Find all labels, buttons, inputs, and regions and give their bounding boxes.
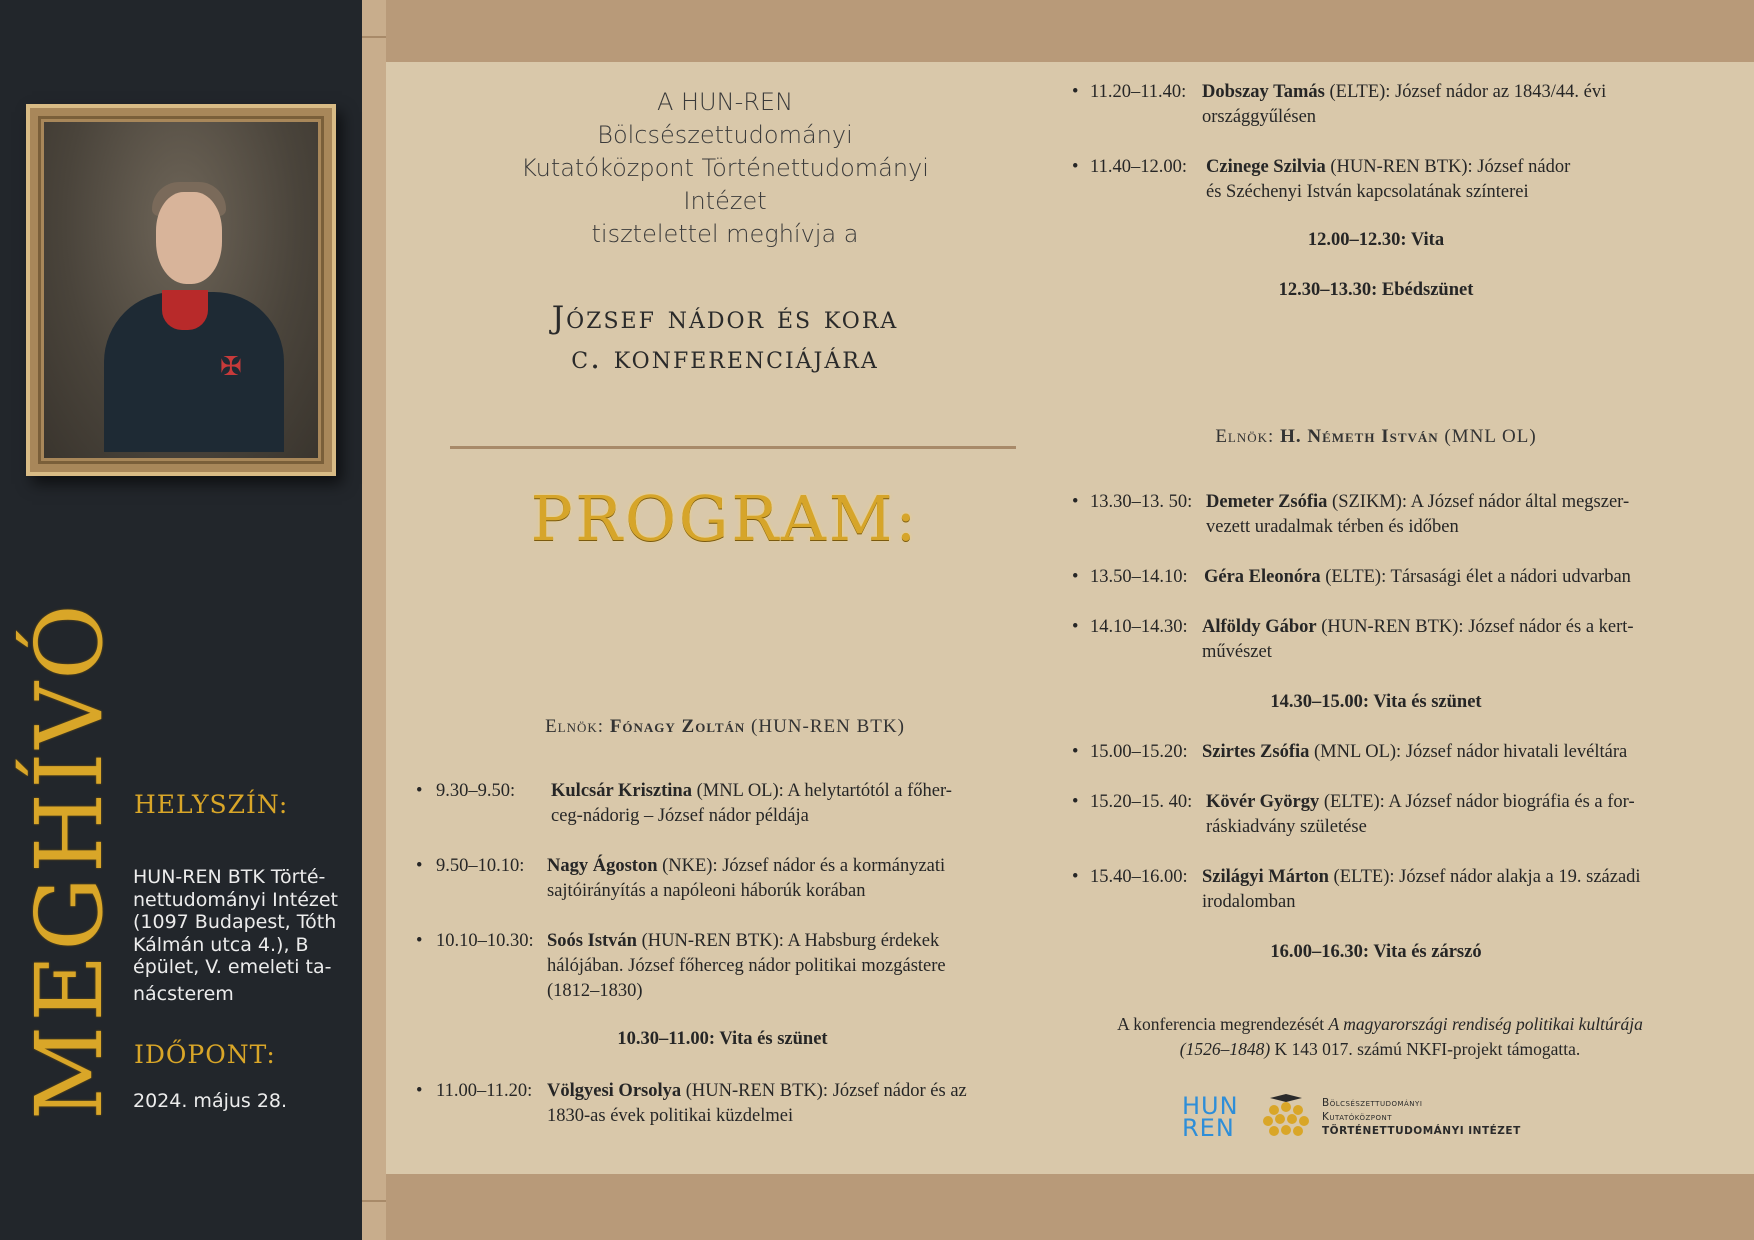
bullet: • bbox=[1072, 82, 1079, 102]
location-line: nettudományi Intézet bbox=[133, 888, 339, 911]
item-time: 9.50–10.10: bbox=[436, 856, 525, 876]
location-line: HUN-REN BTK Törté- bbox=[133, 866, 326, 888]
speaker-org: (HUN-REN BTK): bbox=[1321, 617, 1464, 637]
funding-note bbox=[1090, 1012, 1670, 1062]
speaker-name: Kövér György bbox=[1206, 792, 1320, 812]
btk-logo-line: Kutatóközpont bbox=[1322, 1111, 1393, 1123]
item-time: 10.10–10.30: bbox=[436, 931, 534, 951]
talk-title: József nádor és a kormányzati bbox=[722, 856, 946, 876]
speaker-org: (MNL OL): bbox=[1314, 742, 1402, 762]
chair-name: Fónagy Zoltán bbox=[609, 716, 746, 737]
item-time: 15.40–16.00: bbox=[1090, 867, 1188, 887]
item-body bbox=[1202, 740, 1692, 765]
portrait-frame bbox=[26, 104, 336, 476]
program-item bbox=[416, 779, 1006, 829]
program-item bbox=[1072, 490, 1692, 540]
speaker-org: (HUN-REN BTK): bbox=[641, 931, 784, 951]
bullet: • bbox=[1072, 867, 1079, 887]
chair-label: Elnök: bbox=[1215, 426, 1275, 447]
talk-title: ceg-nádorig – József nádor példája bbox=[551, 806, 809, 826]
speaker-name: Dobszay Tamás bbox=[1202, 82, 1325, 102]
speaker-org: (NKE): bbox=[662, 856, 718, 876]
chair-org: (HUN-REN BTK) bbox=[751, 716, 905, 737]
intro-text bbox=[470, 86, 980, 251]
conference-title bbox=[450, 298, 1000, 378]
speaker-org: (ELTE): bbox=[1333, 867, 1395, 887]
talk-title: és Széchenyi István kapcsolatának színterei bbox=[1206, 182, 1529, 202]
talk-title: ráskiadvány születése bbox=[1206, 817, 1367, 837]
item-body bbox=[1202, 615, 1692, 665]
bullet: • bbox=[1072, 492, 1079, 512]
funding-prefix: A konferencia megrendezését bbox=[1117, 1014, 1325, 1034]
program-item bbox=[1072, 615, 1692, 665]
item-body bbox=[547, 1079, 1016, 1129]
talk-title: József nádor és az bbox=[832, 1081, 967, 1101]
talk-title: József nádor hivatali levéltára bbox=[1405, 742, 1628, 762]
item-time: 13.30–13. 50: bbox=[1090, 492, 1193, 512]
location-line: nácsterem bbox=[133, 982, 234, 1005]
chair-label: Elnök: bbox=[545, 716, 605, 737]
btk-logo-line: TÖRTÉNETTUDOMÁNYI INTÉZET bbox=[1322, 1125, 1521, 1137]
speaker-name: Kulcsár Krisztina bbox=[551, 781, 692, 801]
program-item bbox=[1072, 155, 1692, 205]
bullet: • bbox=[1072, 157, 1079, 177]
item-time: 11.40–12.00: bbox=[1090, 157, 1187, 177]
btk-logo-icon bbox=[1258, 1094, 1314, 1138]
program-item bbox=[1072, 790, 1692, 840]
program-item bbox=[1072, 80, 1692, 130]
speaker-org: (SZIKM): bbox=[1332, 492, 1408, 512]
program-item bbox=[416, 929, 1016, 1004]
bullet: • bbox=[1072, 742, 1079, 762]
talk-title: irodalomban bbox=[1202, 892, 1296, 912]
bullet: • bbox=[1072, 792, 1079, 812]
bullet: • bbox=[1072, 567, 1079, 587]
speaker-name: Alföldy Gábor bbox=[1202, 617, 1317, 637]
speaker-org: (HUN-REN BTK): bbox=[685, 1081, 829, 1101]
item-body bbox=[1206, 490, 1692, 540]
chair-org: (MNL OL) bbox=[1444, 426, 1537, 447]
item-body bbox=[1206, 790, 1692, 840]
talk-title: A helytartótól a főher- bbox=[787, 781, 952, 801]
intro-line: Intézet bbox=[683, 187, 767, 215]
sidebar-edge-line bbox=[362, 36, 386, 1202]
talk-title: hálójában. József főherceg nádor politikai mozgástere bbox=[547, 956, 946, 976]
speaker-name: Szilágyi Márton bbox=[1202, 867, 1329, 887]
talk-title: országgyűlésen bbox=[1202, 107, 1317, 127]
btk-logo-line: Bölcsészettudományi bbox=[1322, 1097, 1423, 1109]
intro-line: Kutatóközpont Történettudományi bbox=[521, 154, 929, 182]
item-time: 14.10–14.30: bbox=[1090, 617, 1188, 637]
bullet: • bbox=[416, 931, 423, 951]
break-label: 12.30–13.30: Ebédszünet bbox=[1278, 280, 1474, 300]
speaker-org: (ELTE): bbox=[1325, 567, 1387, 587]
talk-title: József nádor és a kert- bbox=[1468, 617, 1634, 637]
break-label: 14.30–15.00: Vita és szünet bbox=[1270, 692, 1482, 712]
date-heading: IDŐPONT: bbox=[134, 1040, 276, 1069]
item-time: 15.00–15.20: bbox=[1090, 742, 1188, 762]
hunren-logo bbox=[1182, 1092, 1239, 1142]
speaker-org: (HUN-REN BTK): bbox=[1330, 157, 1473, 177]
talk-title: sajtóirányítás a napóleoni háborúk korában bbox=[547, 881, 866, 901]
item-time: 15.20–15. 40: bbox=[1090, 792, 1193, 812]
item-body bbox=[1202, 80, 1692, 130]
location-line: épület, V. emeleti ta- bbox=[133, 956, 332, 978]
bottom-band bbox=[386, 1174, 1754, 1240]
speaker-org: (ELTE): bbox=[1323, 792, 1385, 812]
item-body bbox=[1202, 865, 1692, 915]
hunren-logo-line: REN bbox=[1182, 1114, 1235, 1142]
talk-title: József nádor alakja a 19. századi bbox=[1399, 867, 1641, 887]
intro-line: Bölcsészettudományi bbox=[597, 121, 853, 149]
speaker-name: Völgyesi Orsolya bbox=[547, 1081, 682, 1101]
talk-title: Társasági élet a nádori udvarban bbox=[1390, 567, 1631, 587]
speaker-name: Demeter Zsófia bbox=[1206, 492, 1328, 512]
divider bbox=[450, 446, 1016, 449]
item-body bbox=[1206, 155, 1692, 205]
portrait-painting bbox=[44, 122, 318, 458]
item-body bbox=[551, 779, 1006, 829]
intro-line: tisztelettel meghívja a bbox=[591, 220, 859, 248]
afternoon-chair bbox=[1100, 426, 1652, 448]
chair-name: H. Németh István bbox=[1280, 426, 1439, 447]
intro-line: A HUN-REN bbox=[656, 88, 794, 116]
speaker-name: Géra Eleonóra bbox=[1204, 567, 1321, 587]
vertical-title: MEGHÍVÓ bbox=[16, 600, 123, 1120]
top-band bbox=[386, 0, 1754, 62]
btk-logo-text bbox=[1322, 1096, 1521, 1138]
funding-suffix: K 143 017. számú NKFI-projekt támogatta. bbox=[1274, 1039, 1581, 1059]
speaker-name: Szirtes Zsófia bbox=[1202, 742, 1310, 762]
morning-chair bbox=[450, 716, 1000, 738]
program-item bbox=[416, 1079, 1016, 1129]
talk-title: vezett uradalmak térben és időben bbox=[1206, 517, 1459, 537]
date-value: 2024. május 28. bbox=[133, 1090, 288, 1112]
talk-title: József nádor az 1843/44. évi bbox=[1395, 82, 1607, 102]
bullet: • bbox=[1072, 617, 1079, 637]
title-line: József nádor és kora bbox=[551, 300, 899, 336]
portrait-head bbox=[156, 192, 222, 284]
portrait-collar bbox=[162, 290, 208, 330]
speaker-org: (MNL OL): bbox=[696, 781, 784, 801]
project-title: A magyarországi rendiség politikai kultúrája bbox=[1328, 1014, 1643, 1034]
break-label: 10.30–11.00: Vita és szünet bbox=[617, 1029, 828, 1049]
speaker-name: Czinege Szilvia bbox=[1206, 157, 1326, 177]
location-line: (1097 Budapest, Tóth bbox=[133, 911, 337, 933]
location-heading: HELYSZÍN: bbox=[134, 790, 289, 819]
item-body bbox=[1204, 565, 1692, 590]
location-line: Kálmán utca 4.), B bbox=[133, 933, 309, 956]
project-title: (1526–1848) bbox=[1179, 1039, 1271, 1059]
speaker-name: Nagy Ágoston bbox=[547, 856, 658, 876]
speaker-org: (ELTE): bbox=[1329, 82, 1391, 102]
break-label: 12.00–12.30: Vita bbox=[1307, 230, 1445, 250]
hunren-logo-line: HUN bbox=[1182, 1092, 1239, 1120]
talk-title: művészet bbox=[1202, 642, 1272, 662]
talk-title: A József nádor biográfia és a for- bbox=[1388, 792, 1635, 812]
item-time: 11.00–11.20: bbox=[436, 1081, 533, 1101]
break-label: 16.00–16.30: Vita és zárszó bbox=[1270, 942, 1482, 962]
item-body bbox=[547, 854, 1006, 904]
item-body bbox=[547, 929, 1016, 1004]
item-time: 11.20–11.40: bbox=[1090, 82, 1187, 102]
program-item bbox=[1072, 565, 1692, 590]
talk-title: A József nádor által megszer- bbox=[1410, 492, 1630, 512]
speaker-name: Soós István bbox=[547, 931, 637, 951]
talk-title: (1812–1830) bbox=[547, 981, 643, 1001]
talk-title: József nádor bbox=[1477, 157, 1571, 177]
bullet: • bbox=[416, 1081, 423, 1101]
bullet: • bbox=[416, 856, 423, 876]
item-time: 9.30–9.50: bbox=[436, 781, 516, 801]
program-item bbox=[416, 854, 1006, 904]
location-text bbox=[133, 866, 353, 1005]
title-line: c. konferenciájára bbox=[571, 340, 879, 376]
talk-title: 1830-as évek politikai küzdelmei bbox=[547, 1106, 794, 1126]
talk-title: A Habsburg érdekek bbox=[787, 931, 940, 951]
program-item bbox=[1072, 865, 1692, 915]
order-cross-icon: ✠ bbox=[220, 352, 242, 382]
program-item bbox=[1072, 740, 1692, 765]
item-time: 13.50–14.10: bbox=[1090, 567, 1188, 587]
bullet: • bbox=[416, 781, 423, 801]
program-heading: PROGRAM: bbox=[530, 482, 920, 555]
